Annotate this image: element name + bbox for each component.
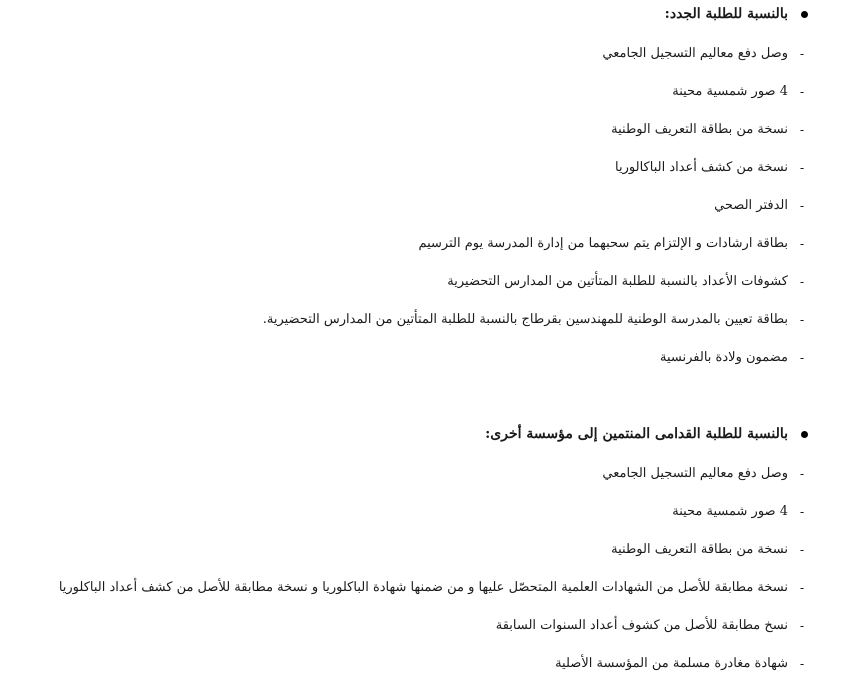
section-heading-text: بالنسبة للطلبة القدامى المنتمين إلى مؤسسة أخرى: xyxy=(485,426,788,442)
list-item-text: الدفتر الصحي xyxy=(714,198,788,213)
list-item-text: نسخة من كشف أعداد الباكالوريا xyxy=(615,160,788,175)
list-item-text: مضمون ولادة بالفرنسية xyxy=(660,350,788,365)
requirements-list xyxy=(0,455,864,683)
list-item xyxy=(0,455,864,493)
dash-icon: - xyxy=(799,657,805,671)
dash-icon: - xyxy=(799,619,805,633)
dash-icon: - xyxy=(799,275,805,289)
list-item xyxy=(0,607,864,645)
list-item xyxy=(0,645,864,683)
list-item xyxy=(0,225,864,263)
dash-icon: - xyxy=(799,161,805,175)
list-item xyxy=(0,339,864,377)
list-item xyxy=(0,263,864,301)
section-heading xyxy=(0,420,864,448)
list-item-text: نسخ مطابقة للأصل من كشوف أعداد السنوات السابقة xyxy=(495,618,788,633)
list-item-text: شهادة مغادرة مسلمة من المؤسسة الأصلية xyxy=(555,656,788,671)
list-item-text: بطاقة تعيين بالمدرسة الوطنية للمهندسين بقرطاج بالنسبة للطلبة المتأتين من المدارس التحضيرية. xyxy=(262,312,788,327)
requirements-list xyxy=(0,35,864,377)
dash-icon: - xyxy=(799,351,805,365)
bullet-icon xyxy=(801,11,808,18)
list-item xyxy=(0,187,864,225)
dash-icon: - xyxy=(799,85,805,99)
dash-icon: - xyxy=(799,581,805,595)
former-students-section xyxy=(0,420,864,683)
list-item-text: نسخة من بطاقة التعريف الوطنية xyxy=(611,542,788,557)
section-heading xyxy=(0,0,864,28)
dash-icon: - xyxy=(799,199,805,213)
list-item-text: كشوفات الأعداد بالنسبة للطلبة المتأتين من المدارس التحضيرية xyxy=(447,274,788,289)
list-item xyxy=(0,73,864,111)
list-item xyxy=(0,531,864,569)
list-item xyxy=(0,149,864,187)
list-item-text: 4 صور شمسية محينة xyxy=(672,84,788,99)
dash-icon: - xyxy=(799,123,805,137)
list-item-text: بطاقة ارشادات و الإلتزام يتم سحبهما من إدارة المدرسة يوم الترسيم xyxy=(418,236,788,251)
dash-icon: - xyxy=(799,313,805,327)
section-heading-text: بالنسبة للطلبة الجدد: xyxy=(664,6,788,22)
list-item xyxy=(0,493,864,531)
list-item-text: 4 صور شمسية محينة xyxy=(672,504,788,519)
dash-icon: - xyxy=(799,47,805,61)
list-item-text: نسخة من بطاقة التعريف الوطنية xyxy=(611,122,788,137)
bullet-icon xyxy=(801,431,808,438)
dash-icon: - xyxy=(799,237,805,251)
list-item xyxy=(0,569,864,607)
list-item xyxy=(0,111,864,149)
list-item xyxy=(0,301,864,339)
list-item-text: وصل دفع معاليم التسجيل الجامعي xyxy=(602,466,788,481)
dash-icon: - xyxy=(799,505,805,519)
dash-icon: - xyxy=(799,543,805,557)
list-item xyxy=(0,35,864,73)
dash-icon: - xyxy=(799,467,805,481)
list-item-text: نسخة مطابقة للأصل من الشهادات العلمية المتحصّل عليها و من ضمنها شهادة الباكلوريا و نسخة مطابقة للأصل من كشف أعداد الباكلوريا xyxy=(58,580,788,595)
list-item-text: وصل دفع معاليم التسجيل الجامعي xyxy=(602,46,788,61)
